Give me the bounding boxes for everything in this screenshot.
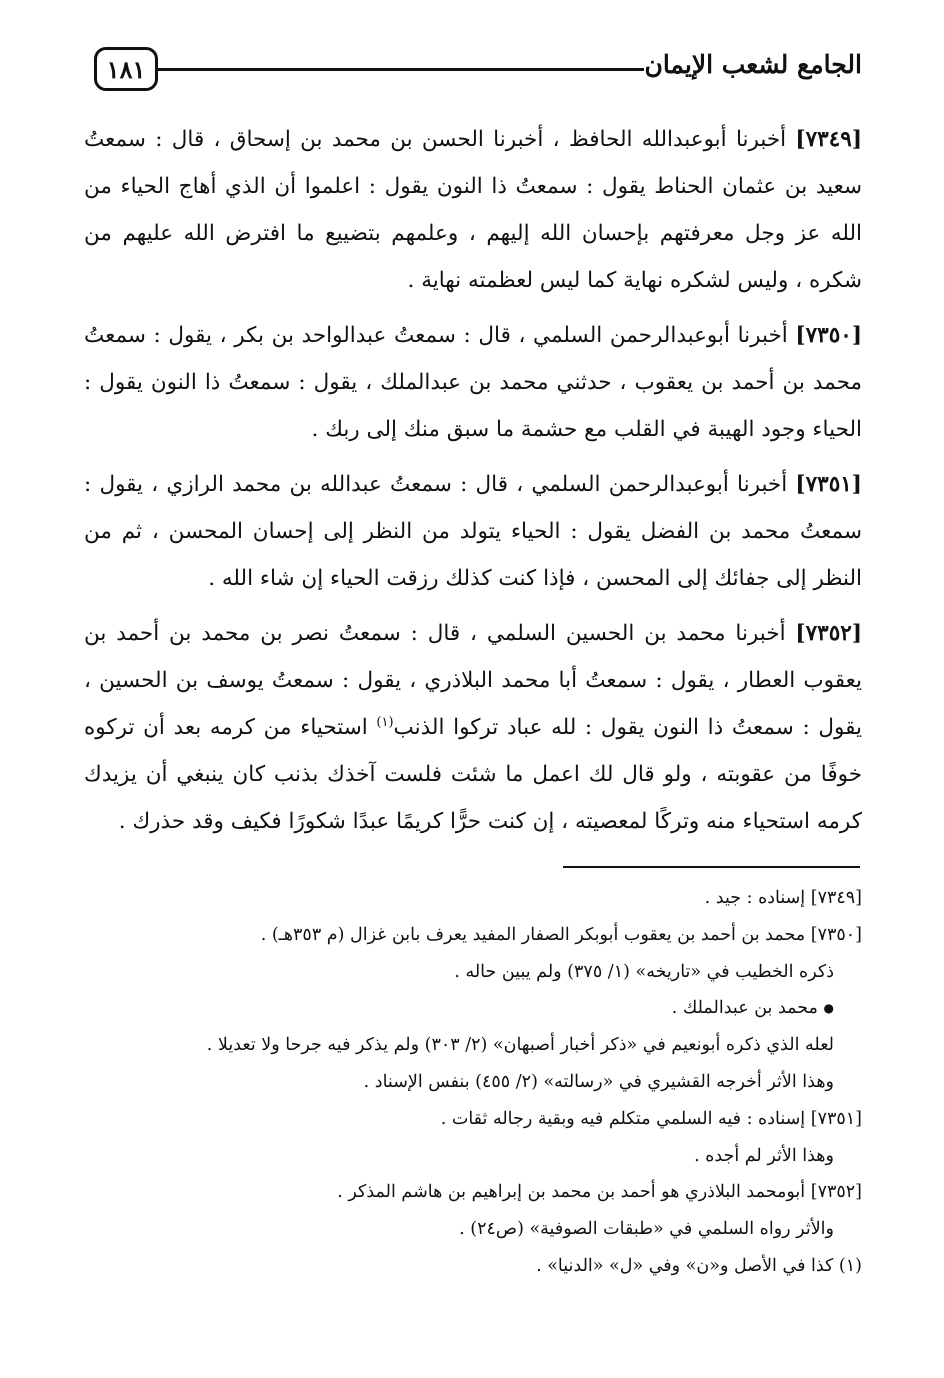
footnote-line: [٧٣٥٢] أبومحمد البلاذري هو أحمد بن محمد بن إبراهيم بن هاشم المذكر . [337, 1182, 862, 1203]
footnote-reference[interactable]: (١) [376, 714, 394, 730]
footnote-separator [563, 866, 860, 868]
page-number-text: ١٨١ [106, 54, 146, 84]
bullet-icon: ● [823, 1001, 834, 1016]
header-rule [158, 68, 644, 71]
footnote-line: ذكره الخطيب في «تاريخه» (١/ ٣٧٥) ولم يبين حاله . [454, 961, 834, 982]
footnote-line: وهذا الأثر لم أجده . [694, 1145, 834, 1166]
entry-text: أخبرنا أبوعبدالرحمن السلمي ، قال : سمعتُ عبدالواحد بن بكر ، يقول : سمعتُ محمد بن أحمد بن يعقوب ، حدثني محمد بن عبدالملك ، يقول : سمعتُ ذا النون يقول : الحياء وجود الهيبة في القلب مع حشمة ما سبق منك إلى ربك . [84, 323, 862, 442]
footnote-line: [٧٣٥١] إسناده : فيه السلمي متكلم فيه وبقية رجاله ثقات . [440, 1108, 862, 1129]
entry-number: [٧٣٥٢] [795, 621, 862, 646]
entry-text-continued: استحياء من كرمه بعد أن تركوه خوفًا من عقوبته ، ولو قال لك اعمل ما شئت فلست آخذك بذنب كان ينبغي أن يزيدك كرمه استحياء منه وتركًا لمعصيته ، إن كنت حرًّا كريمًا عبدًا شكورًا فكيف وقد حذرك . [84, 715, 862, 834]
entry-number: [٧٣٥١] [795, 472, 862, 497]
entry-7350 [84, 312, 862, 453]
footnotes [84, 880, 862, 1285]
footnote-line: [٧٣٥٠] محمد بن أحمد بن يعقوب أبوبكر الصفار المفيد يعرف بابن غزال (م ٣٥٣هـ) . [260, 924, 862, 945]
footnote-line: ● محمد بن عبدالملك . [671, 998, 834, 1019]
entry-7352 [84, 610, 862, 845]
footnote-line: والأثر رواه السلمي في «طبقات الصوفية» (ص٢٤) . [459, 1219, 834, 1240]
entry-text: أخبرنا أبوعبدالله الحافظ ، أخبرنا الحسن بن محمد بن إسحاق ، قال : سمعتُ سعيد بن عثمان الحناط يقول : سمعتُ ذا النون يقول : اعلموا أن الذي أهاج الحياء من الله عز وجل معرفتهم بإحسان الله إليهم ، وعلمهم بتضييع ما افترض الله عليهم من شكره ، وليس لشكره نهاية كما ليس لعظمته نهاية . [84, 127, 862, 293]
footnote-line: لعله الذي ذكره أبونعيم في «ذكر أخبار أصبهان» (٢/ ٣٠٣) ولم يذكر فيه جرحا ولا تعديلا . [206, 1035, 834, 1056]
running-title: الجامع لشعب الإيمان [644, 50, 862, 79]
main-text [84, 116, 862, 853]
entry-7351 [84, 461, 862, 602]
entry-number: [٧٣٥٠] [795, 323, 862, 348]
page-number [94, 47, 158, 91]
entry-number: [٧٣٤٩] [795, 127, 862, 152]
entry-7349 [84, 116, 862, 304]
footnote-line: (١) كذا في الأصل و«ن» وفي «ل» «الدنيا» . [536, 1256, 862, 1277]
footnote-line: [٧٣٤٩] إسناده : جيد . [704, 888, 862, 908]
footnote-line: وهذا الأثر أخرجه القشيري في «رسالته» (٢/ ٤٥٥) بنفس الإسناد . [363, 1072, 834, 1093]
entry-text: أخبرنا أبوعبدالرحمن السلمي ، قال : سمعتُ عبدالله بن محمد الرازي ، يقول : سمعتُ محمد بن الفضل يقول : الحياء يتولد من النظر إلى إحسان المحسن ، ثم من النظر إلى جفائك إلى المحسن ، فإذا كنت كذلك رزقت الحياء إن شاء الله . [84, 472, 862, 591]
entry-text: أخبرنا محمد بن الحسين السلمي ، قال : سمعتُ نصر بن محمد بن أحمد بن يعقوب العطار ، يقول : سمعتُ أبا محمد البلاذري ، يقول : سمعتُ يوسف بن الحسين ، يقول : سمعتُ ذا النون يقول : لله عباد تركوا الذنب [84, 621, 862, 740]
